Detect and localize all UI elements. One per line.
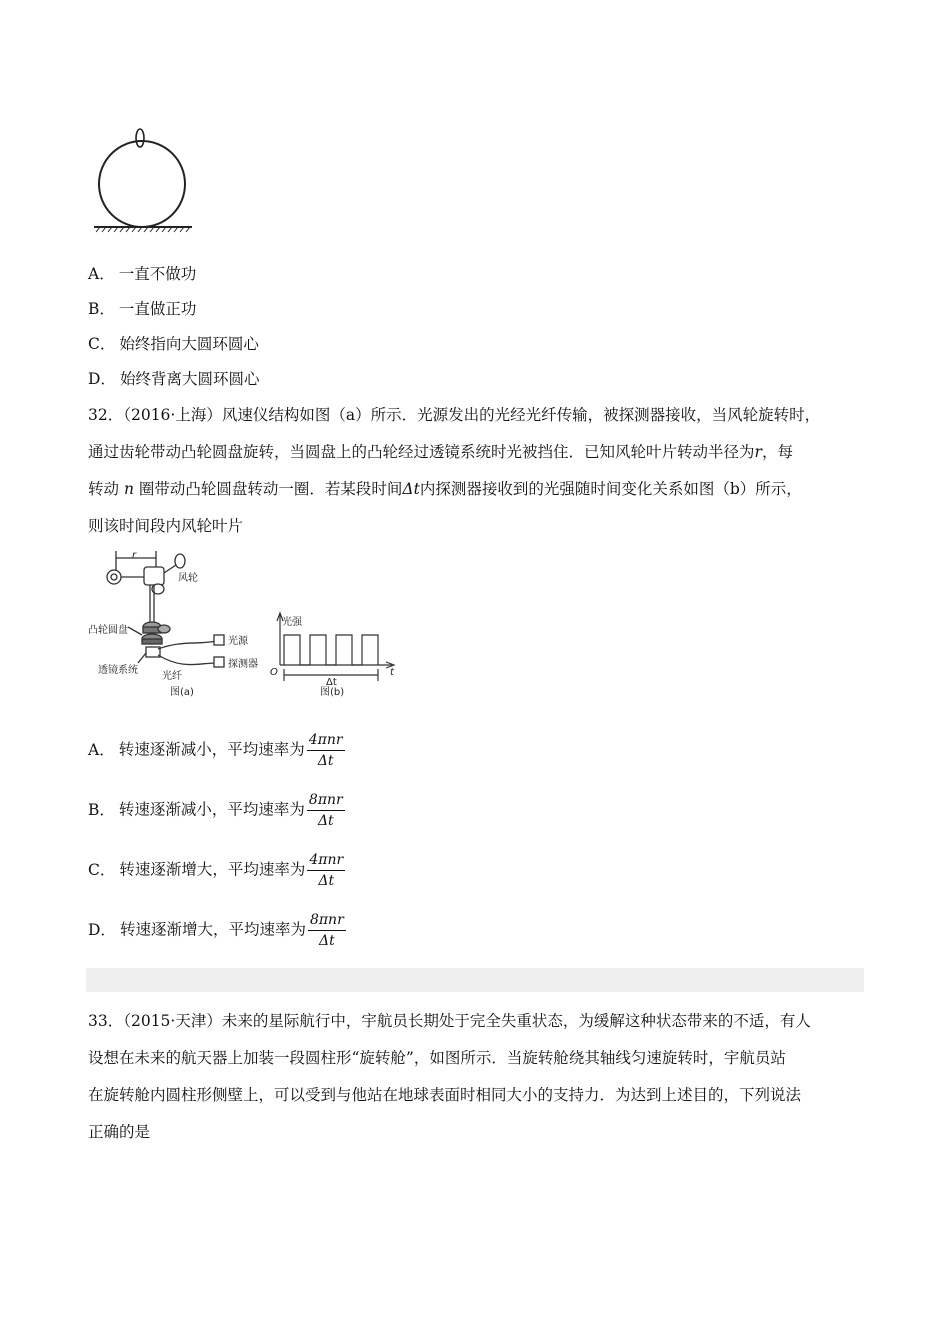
q32-stem-line-3: 转动 n 圈带动凸轮圆盘转动一圈．若某段时间Δt内探测器接收到的光强随时间变化关系如图（b）所示， bbox=[88, 480, 802, 498]
lens-system-label: 透镜系统 bbox=[98, 665, 138, 676]
fiber-label: 光纤 bbox=[162, 671, 182, 682]
q32-stem-line-4: 则该时间段内风轮叶片 bbox=[88, 517, 244, 535]
q31-option-d: D． 始终背离大圆环圆心 bbox=[88, 370, 260, 388]
fraction: $\frac{\text{4πnr}}{\Delta t}$ bbox=[308, 732, 343, 769]
fraction: $\frac{\text{4πnr}}{\Delta t}$ bbox=[309, 852, 344, 889]
section-separator bbox=[86, 968, 864, 992]
q32-option-b: B． 转速逐渐减小，平均速率为 $\frac{\text{8πnr}}{\Delta t}$ bbox=[88, 792, 343, 829]
q32-option-c: C． 转速逐渐增大，平均速率为 $\frac{\text{4πnr}}{\Delta t}$ bbox=[88, 852, 344, 889]
anemometer-figure bbox=[88, 545, 408, 705]
origin-label: O bbox=[270, 667, 278, 678]
r-label: r bbox=[132, 550, 137, 561]
caption-a: 图(a) bbox=[170, 687, 194, 698]
q33-stem-line-2: 设想在未来的航天器上加装一段圆柱形“旋转舱”，如图所示．当旋转舱绕其轴线匀速旋转时，宇航员站 bbox=[88, 1049, 786, 1067]
fraction: $\frac{\text{8πnr}}{\Delta t}$ bbox=[308, 792, 343, 829]
q33-stem-line-3: 在旋转舱内圆柱形侧壁上，可以受到与他站在地球表面时相同大小的支持力．为达到上述目的，下列说法 bbox=[88, 1086, 802, 1104]
caption-b: 图(b) bbox=[320, 687, 345, 698]
q31-option-a: A． 一直不做功 bbox=[88, 265, 197, 283]
ring-figure bbox=[88, 125, 198, 235]
delta-t-label: Δt bbox=[326, 677, 337, 688]
wind-wheel-label: 风轮 bbox=[178, 573, 198, 584]
q32-stem-line-2: 通过齿轮带动凸轮圆盘旋转，当圆盘上的凸轮经过透镜系统时光被挡住．已知风轮叶片转动半径为r，每 bbox=[88, 443, 793, 461]
q33-stem-line-4: 正确的是 bbox=[88, 1123, 151, 1141]
light-source-label: 光源 bbox=[228, 636, 248, 647]
q32-option-d: D． 转速逐渐增大，平均速率为 $\frac{\text{8πnr}}{\Delta t}$ bbox=[88, 912, 344, 949]
detector-label: 探测器 bbox=[228, 659, 258, 670]
q31-option-c: C． 始终指向大圆环圆心 bbox=[88, 335, 259, 353]
q32-option-a: A． 转速逐渐减小，平均速率为 $\frac{\text{4πnr}}{\Delta t}$ bbox=[88, 732, 343, 769]
q31-option-b: B． 一直做正功 bbox=[88, 300, 197, 318]
light-intensity-axis-label: 光强 bbox=[282, 617, 302, 628]
q32-stem-line-1: 32．（2016·上海）风速仪结构如图（a）所示．光源发出的光经光纤传输，被探测器接收，当风轮旋转时， bbox=[88, 406, 821, 424]
fraction: $\frac{\text{8πnr}}{\Delta t}$ bbox=[309, 912, 344, 949]
q33-stem-line-1: 33．（2015·天津）未来的星际航行中，宇航员长期处于完全失重状态，为缓解这种状态带来的不适，有人 bbox=[88, 1012, 811, 1030]
t-axis-label: t bbox=[390, 667, 394, 678]
cam-disc-label: 凸轮圆盘 bbox=[88, 625, 128, 636]
